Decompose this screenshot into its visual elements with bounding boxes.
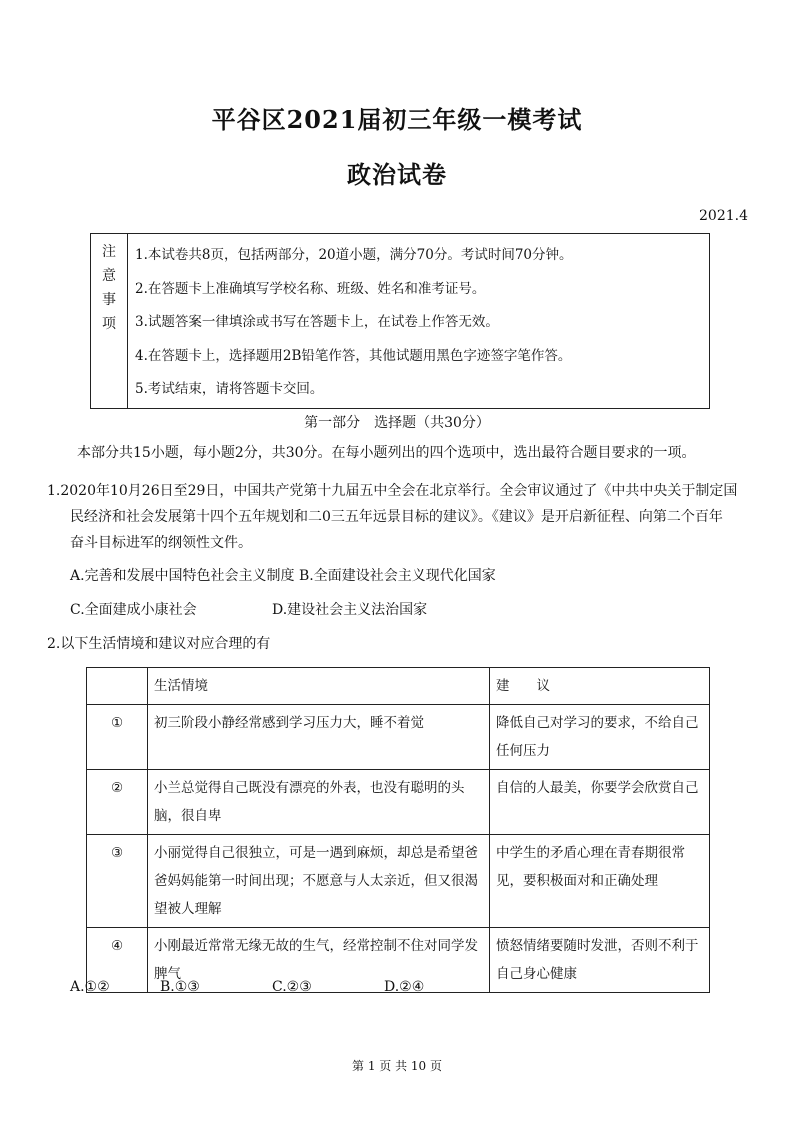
situation-cell: 小丽觉得自己很独立，可是一遇到麻烦，却总是希望爸爸妈妈能第一时间出现；不愿意与人太亲近，但又很渴望被人理解 xyxy=(148,835,490,928)
question-2-answer-b: B.①③ xyxy=(160,979,200,995)
situation-cell: 小刚最近常常无缘无故的生气，经常控制不住对同学发脾气 xyxy=(148,928,490,993)
question-1-option-d: D.建设社会主义法治国家 xyxy=(272,602,428,618)
question-2-answer-d: D.②④ xyxy=(384,979,425,995)
notice-label-char: 注 xyxy=(102,244,116,260)
notice-item: 1.本试卷共8页，包括两部分，20道小题，满分70分。考试时间70分钟。 xyxy=(135,247,573,263)
row-number: ④ xyxy=(87,928,148,993)
notice-item: 5.考试结束，请将答题卡交回。 xyxy=(135,381,324,397)
notice-label-char: 事 xyxy=(102,292,116,308)
situation-cell: 初三阶段小静经常感到学习压力大，睡不着觉 xyxy=(148,705,490,770)
row-number: ② xyxy=(87,770,148,835)
section-intro: 本部分共15小题，每小题2分，共30分。在每小题列出的四个选项中，选出最符合题目要求的一项。 xyxy=(77,445,696,461)
advice-cell: 中学生的矛盾心理在青春期很常见，要积极面对和正确处理 xyxy=(490,835,710,928)
exam-title: 平谷区2021届初三年级一模考试 xyxy=(211,105,583,134)
question-1-line: 民经济和社会发展第十四个五年规划和二0三五年远景目标的建议》。《建议》是开启新征程、向第二个百年 xyxy=(70,509,723,525)
exam-date: 2021.4 xyxy=(699,208,748,224)
advice-cell: 愤怒情绪要随时发泄，否则不利于自己身心健康 xyxy=(490,928,710,993)
notice-label xyxy=(91,234,128,408)
situation-cell: 小兰总觉得自己既没有漂亮的外表，也没有聪明的头脑，很自卑 xyxy=(148,770,490,835)
notice-item: 3.试题答案一律填涂或书写在答题卡上，在试卷上作答无效。 xyxy=(135,314,499,330)
row-number: ③ xyxy=(87,835,148,928)
notice-label-char: 意 xyxy=(102,268,116,284)
question-2-answer-a: A.①② xyxy=(70,979,110,995)
table-row xyxy=(87,705,710,770)
table-row xyxy=(87,835,710,928)
notice-item: 4.在答题卡上，选择题用2B铅笔作答，其他试题用黑色字迹签字笔作答。 xyxy=(135,347,572,364)
question-2-stem: 2.以下生活情境和建议对应合理的有 xyxy=(47,636,271,652)
notice-items xyxy=(135,239,703,407)
life-situation-table xyxy=(86,667,710,993)
row-number: ① xyxy=(87,705,148,770)
notice-label-char: 项 xyxy=(102,316,116,332)
question-1-line: 奋斗目标进军的纲领性文件。 xyxy=(70,535,252,551)
notice-item: 2.在答题卡上准确填写学校名称、班级、姓名和准考证号。 xyxy=(135,280,486,297)
question-2-answer-c: C.②③ xyxy=(272,979,312,995)
table-row xyxy=(87,770,710,835)
question-1-option-c: C.全面建成小康社会 xyxy=(70,602,197,618)
question-1-options-ab: A.完善和发展中国特色社会主义制度 B.全面建设社会主义现代化国家 xyxy=(70,568,496,584)
table-header-cell: 建 议 xyxy=(490,668,710,705)
table-header-cell: 生活情境 xyxy=(148,668,490,705)
question-1-line: 1.2020年10月26日至29日，中国共产党第十九届五中全会在北京举行。全会审议通过了《中共中央关于制定国 xyxy=(47,483,738,499)
section-title: 第一部分 选择题（共30分） xyxy=(304,415,490,431)
advice-cell: 自信的人最美，你要学会欣赏自己 xyxy=(490,770,710,835)
table-header-cell xyxy=(87,668,148,705)
table-header-row xyxy=(87,668,710,705)
notice-box xyxy=(90,233,710,409)
page-footer: 第 1 页 共 10 页 xyxy=(352,1059,442,1073)
exam-subtitle: 政治试卷 xyxy=(347,160,447,189)
advice-cell: 降低自己对学习的要求，不给自己任何压力 xyxy=(490,705,710,770)
